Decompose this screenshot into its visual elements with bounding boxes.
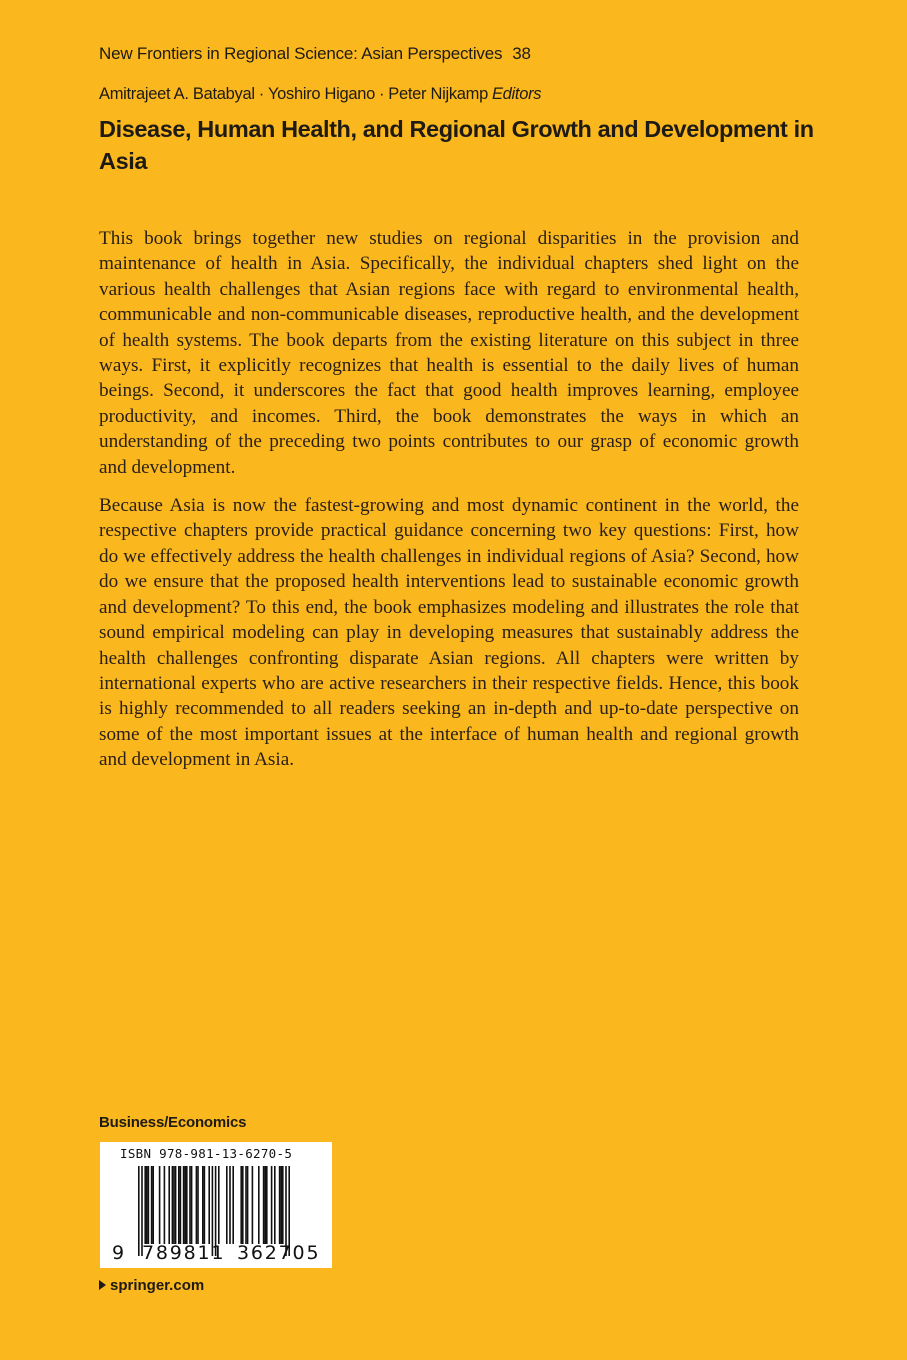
barcode-bar	[258, 1166, 260, 1244]
publisher-link-text: springer.com	[110, 1277, 205, 1294]
ean-digits	[100, 1242, 332, 1266]
barcode-bar	[196, 1166, 198, 1244]
isbn-label: ISBN 978-981-13-6270-5	[120, 1146, 293, 1161]
editor-name: Yoshiro Higano	[267, 85, 376, 103]
editors-role: Editors	[491, 85, 542, 103]
description-paragraph: This book brings together new studies on regional disparities in the provision and maintenance of health in Asia. Specifically, the individual chapters shed light on the various health challenges that Asian regions face with regard to environmental health, communicable and non-communicable diseases, reproductive health, and the development of health systems. The book departs from the existing literature on this subject in three ways. First, it explicitly recognizes that health is essential to the daily lives of human beings. Second, it underscores the fact that good health improves learning, employee productivity, and incomes. Third, the book demonstrates the ways in which an understanding of the preceding two points contributes to our grasp of economic growth and development.	[99, 228, 799, 478]
book-description	[99, 226, 799, 786]
barcode-bar	[186, 1166, 188, 1244]
barcode-bar	[172, 1166, 174, 1244]
barcode-bar	[189, 1166, 191, 1244]
barcode-bar	[247, 1166, 249, 1244]
editor-name: Peter Nijkamp	[388, 85, 488, 103]
barcode-bar	[280, 1166, 282, 1244]
barcode-bar	[282, 1166, 284, 1244]
editor-name: Amitrajeet A. Batabyal	[99, 85, 255, 103]
barcode-bar	[226, 1166, 228, 1244]
barcode-bar	[164, 1166, 166, 1244]
book-title: Disease, Human Health, and Regional Growth and Development in Asia	[99, 116, 814, 174]
editor-separator: ·	[379, 85, 385, 103]
barcode-bar	[252, 1166, 254, 1244]
barcode-bar	[159, 1166, 161, 1244]
ean-first-digit: 9	[112, 1242, 125, 1264]
barcode-bar	[266, 1166, 268, 1244]
editor-separator: ·	[258, 85, 264, 103]
barcode-bar	[279, 1166, 281, 1244]
barcode-bar	[144, 1166, 146, 1244]
barcode-bar	[146, 1166, 148, 1244]
isbn-barcode	[100, 1142, 332, 1268]
barcode-bar	[178, 1166, 180, 1244]
barcode-bar	[148, 1166, 150, 1244]
barcode-bar	[197, 1166, 199, 1244]
barcode-bar	[208, 1166, 210, 1244]
barcode-bar	[218, 1166, 220, 1244]
barcode-bar	[152, 1166, 154, 1244]
barcode-bar	[191, 1166, 193, 1244]
barcode-bar	[232, 1166, 234, 1244]
barcode-bar	[264, 1166, 266, 1244]
barcode-bar	[184, 1166, 186, 1244]
barcode-bar	[180, 1166, 182, 1244]
barcode-bar	[175, 1166, 177, 1244]
series-name: New Frontiers in Regional Science: Asian Perspectives	[99, 44, 503, 63]
arrow-right-icon	[99, 1280, 106, 1290]
barcode-bar	[173, 1166, 175, 1244]
subject-category: Business/Economics	[99, 1114, 247, 1131]
barcode-bar	[271, 1166, 273, 1244]
barcode-bar	[168, 1166, 170, 1244]
series-line	[99, 44, 531, 64]
barcode-bar	[204, 1166, 206, 1244]
series-number: 38	[512, 44, 531, 63]
barcode-bar	[245, 1166, 247, 1244]
barcode-bar	[202, 1166, 204, 1244]
barcode-bar	[263, 1166, 265, 1244]
editors-line	[99, 85, 541, 104]
ean-right-group: 362705	[237, 1242, 321, 1264]
barcode-bar	[183, 1166, 185, 1244]
barcode-bar	[151, 1166, 153, 1244]
publisher-link[interactable]	[99, 1277, 204, 1294]
barcode-bar	[242, 1166, 244, 1244]
description-paragraph: Because Asia is now the fastest-growing and most dynamic continent in the world, the respective chapters provide practical guidance concerning two key questions: First, how do we effectively address the health challenges in individual regions of Asia? Second, how do we ensure that the proposed health interventions lead to sustainable economic growth and development? To this end, the book emphasizes modeling and illustrates the role that sound empirical modeling can play in developing measures that sustainably address the health challenges confronting disparate Asian regions. All chapters were written by international experts who are active researchers in their respective fields. Hence, this book is highly recommended to all readers seeking an in-depth and up-to-date perspective on some of the most important issues at the interface of human health and regional growth and development in Asia.	[99, 495, 799, 771]
ean-left-group: 789811	[142, 1242, 226, 1264]
barcode-bar	[240, 1166, 242, 1244]
barcode-bar	[274, 1166, 276, 1244]
barcode-bar	[229, 1166, 231, 1244]
